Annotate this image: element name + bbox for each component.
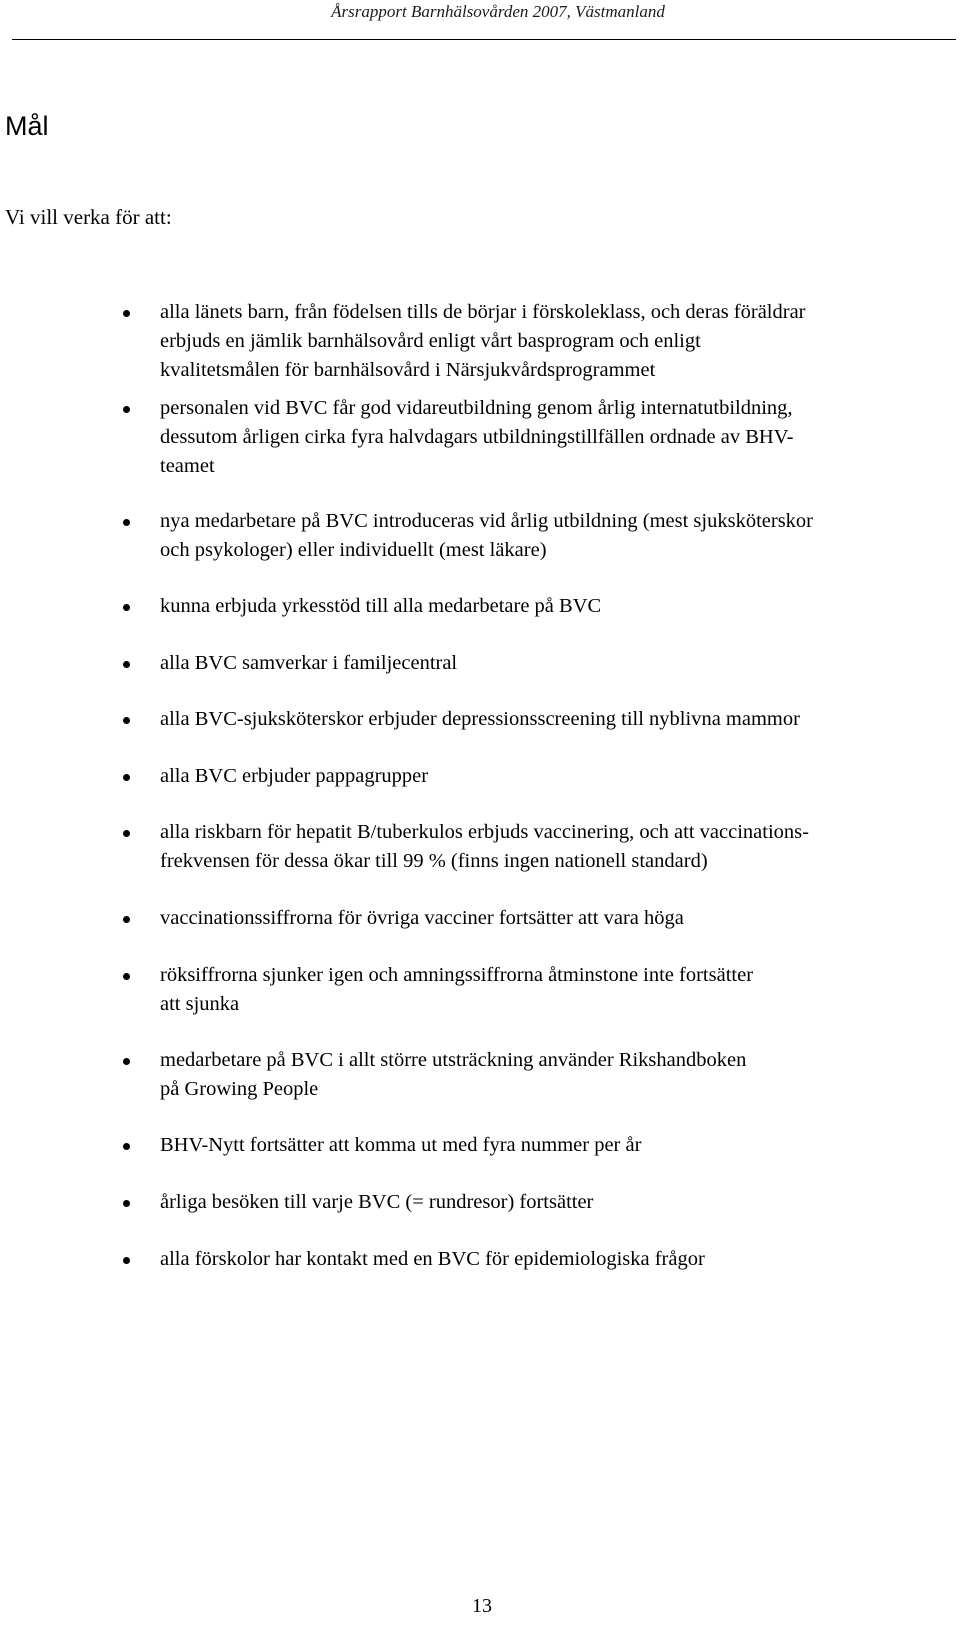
goal-list-item <box>160 1245 956 1274</box>
bullet-icon <box>123 916 130 923</box>
goal-list-item <box>160 649 956 678</box>
goal-text-line: röksiffrorna sjunker igen och amningssiffrorna åtminstone inte fortsätter <box>160 964 754 986</box>
goal-text-line: nya medarbetare på BVC introduceras vid årlig utbildning (mest sjuksköterskor <box>160 510 813 532</box>
goal-text-line: alla BVC samverkar i familjecentral <box>160 652 458 674</box>
goal-list-item <box>160 961 956 1019</box>
goal-text-line: kvalitetsmålen för barnhälsovård i Närsjukvårdsprogrammet <box>160 359 656 381</box>
bullet-icon <box>123 973 130 980</box>
bullet-icon <box>123 519 130 526</box>
goal-text-line: årliga besöken till varje BVC (= rundresor) fortsätter <box>160 1191 594 1213</box>
bullet-icon <box>123 717 130 724</box>
goal-text-line: medarbetare på BVC i allt större utsträckning använder Rikshandboken <box>160 1049 747 1071</box>
section-title: Mål <box>5 111 49 141</box>
goal-list-item <box>160 904 956 933</box>
goal-text-line: alla länets barn, från födelsen tills de börjar i förskoleklass, och deras föräldrar <box>160 301 806 323</box>
goal-text-line: dessutom årligen cirka fyra halvdagars utbildningstillfällen ordnade av BHV- <box>160 426 794 448</box>
header-divider <box>12 39 956 40</box>
goal-list-item <box>160 592 956 621</box>
goal-text-line: vaccinationssiffrorna för övriga vacciner fortsätter att vara höga <box>160 907 684 929</box>
goal-text-line: alla förskolor har kontakt med en BVC för epidemiologiska frågor <box>160 1248 705 1270</box>
bullet-icon <box>123 1200 130 1207</box>
running-header: Årsrapport Barnhälsovården 2007, Västmanland <box>331 2 665 21</box>
goal-text-line: alla BVC erbjuder pappagrupper <box>160 765 429 787</box>
goal-list-item <box>160 507 956 565</box>
goal-text-line: alla BVC-sjuksköterskor erbjuder depressionsscreening till nyblivna mammor <box>160 708 800 730</box>
bullet-icon <box>123 1143 130 1150</box>
goal-text-line: erbjuds en jämlik barnhälsovård enligt vårt basprogram och enligt <box>160 330 701 352</box>
goal-text-line: att sjunka <box>160 993 240 1015</box>
bullet-icon <box>123 774 130 781</box>
bullet-icon <box>123 1257 130 1264</box>
bullet-icon <box>123 310 130 317</box>
goal-list-item <box>160 705 956 734</box>
goal-list-item <box>160 1188 956 1217</box>
goal-text-line: alla riskbarn för hepatit B/tuberkulos erbjuds vaccinering, och att vaccinations- <box>160 821 809 843</box>
goal-list-item <box>160 1131 956 1160</box>
goal-list-item <box>160 1046 956 1104</box>
bullet-icon <box>123 661 130 668</box>
goal-text-line: kunna erbjuda yrkesstöd till alla medarbetare på BVC <box>160 595 602 617</box>
goal-list-item <box>160 298 956 385</box>
goal-list-item <box>160 762 956 791</box>
bullet-icon <box>123 830 130 837</box>
intro-text: Vi vill verka för att: <box>5 205 172 229</box>
bullet-icon <box>123 406 130 413</box>
goal-text-line: BHV-Nytt fortsätter att komma ut med fyra nummer per år <box>160 1134 642 1156</box>
goal-text-line: på Growing People <box>160 1078 319 1100</box>
goal-text-line: frekvensen för dessa ökar till 99 % (finns ingen nationell standard) <box>160 850 708 872</box>
bullet-icon <box>123 1058 130 1065</box>
page-number: 13 <box>472 1595 492 1617</box>
bullet-icon <box>123 604 130 611</box>
goal-text-line: personalen vid BVC får god vidareutbildning genom årlig internatutbildning, <box>160 397 793 419</box>
goal-text-line: teamet <box>160 455 215 477</box>
goal-list-item <box>160 818 956 876</box>
goal-list-item <box>160 394 956 481</box>
goal-text-line: och psykologer) eller individuellt (mest läkare) <box>160 539 547 561</box>
